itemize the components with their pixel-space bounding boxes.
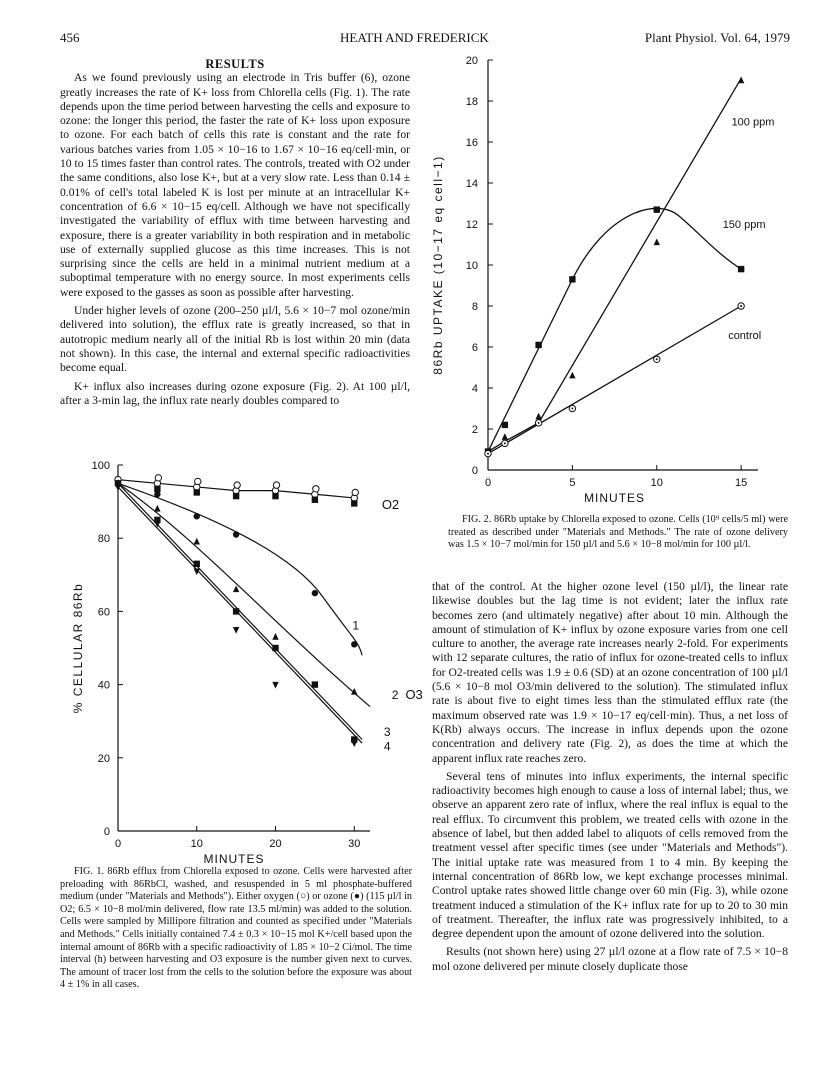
caption-text: FIG. 2. 86Rb uptake by Chlorella exposed to ozone. Cells (10⁹ cells/5 ml) were treated as described under "Materials and Methods." The rate of ozone delivery was 1.5 × 10−7 mol/min for 150 µl/l and 5.6 × 10−8 mol/min for 100 µl/l. [448,514,788,551]
figure-1-chart [60,445,423,866]
data-point [351,500,357,506]
data-point [195,478,201,484]
curve-label: 2 [391,688,399,703]
y-tick-label: 6 [471,342,478,354]
series-line [488,78,741,451]
x-axis-label: MINUTES [584,491,646,505]
paragraph: Under higher levels of ozone (200–250 µl/l, 5.6 × 10−7 mol ozone/min delivered into solution), the efflux rate is greatly increased, so that in autotropic medium nearly all of the initial Rb is lost within 20 min (data not shown). In this case, the internal and external specific radioactivities become equal. [60,304,410,375]
y-tick-label: 0 [103,826,110,838]
data-point [738,77,744,84]
figure-2-caption [448,514,788,552]
x-tick-label: 30 [348,838,361,850]
data-point [194,538,200,545]
data-point [194,489,200,495]
y-tick-label: 18 [465,96,478,108]
authors: HEATH AND FREDERICK [340,30,489,45]
page-number: 456 [60,30,80,45]
series-line [488,208,741,451]
y-tick-label: 14 [465,178,478,190]
y-tick-label: 80 [97,533,110,546]
data-point [654,238,660,245]
curve-label: 1 [352,618,360,633]
data-point [738,303,744,309]
data-point [485,450,491,456]
y-tick-label: 16 [465,137,478,149]
data-point [194,513,200,519]
data-point [312,590,318,596]
y-tick-label: 0 [471,465,478,477]
series-line [118,483,362,655]
y-axis-label: % CELLULAR 86Rb [71,582,85,714]
x-tick-label: 20 [269,838,282,850]
data-point [272,633,278,640]
curve-label: control [728,329,762,342]
x-tick-label: 10 [190,838,203,850]
data-point [351,641,357,647]
y-axis-label: 86Rb UPTAKE (10−17 eq cell−1) [431,155,445,375]
x-axis-label: MINUTES [203,852,265,866]
x-tick-label: 10 [650,477,663,489]
data-point [351,740,357,747]
section-heading: RESULTS [205,57,265,71]
data-point [502,433,508,440]
data-point [502,440,508,446]
data-point [272,493,278,499]
y-tick-label: 10 [465,260,478,272]
left-column [60,57,410,408]
series-line [118,487,362,743]
data-point [233,493,239,499]
data-point [352,489,358,495]
data-point [569,276,575,282]
data-point [233,531,239,537]
group-label-o3: O3 [405,687,423,703]
data-point [502,422,508,428]
data-point [535,420,541,426]
data-point [569,372,575,379]
y-tick-label: 20 [465,55,478,67]
x-tick-label: 15 [735,477,748,489]
y-tick-label: 2 [471,424,478,436]
y-tick-label: 40 [97,679,110,692]
curve-label: 100 ppm [731,116,775,129]
data-point [154,491,160,497]
group-label-o2: O2 [381,496,400,512]
figure-2-chart [420,48,800,508]
data-point [312,497,318,503]
data-point [194,561,200,567]
data-point [234,482,240,488]
paragraph: Results (not shown here) using 27 µl/l ozone at a flow rate of 7.5 × 10−8 mol ozone delivered per minute closely duplicate those [432,945,788,973]
curve-label: 3 [383,724,391,739]
x-tick-label: 5 [569,477,576,489]
x-tick-label: 0 [484,477,492,489]
curve-label: 150 ppm [722,219,766,232]
caption-text: FIG. 1. 86Rb efflux from Chlorella exposed to ozone. Cells were harvested after preloading with 86RbCl, washed, and resuspended in 5 ml phosphate-buffered medium (under "Materials and Methods"). Either oxygen (○) or ozone (●) (115 µl/l in O2; 6.5 × 10−8 mol/min delivered, flow rate 13.5 ml/min) was added to the solution. Cells were sampled by Millipore filtration and counted as specified under "Materials and Methods." Cells initially contained 7.4 ± 0.3 × 10−15 mol K+/cell based upon the internal amount of 86Rb with a specific radioactivity of 1.85 × 10−2 Ci/mol. The time interval (h) between harvesting and O3 exposure is the number given next to curves. The amount of tracer lost from the cells to the solution before the exposure was about 4 ± 1% in all cases. [60,866,412,991]
x-tick-label: 0 [114,838,122,850]
curve-label: 4 [383,739,391,754]
y-tick-label: 100 [91,460,110,472]
series-line [488,306,741,454]
data-point [154,486,160,492]
journal-ref: Plant Physiol. Vol. 64, 1979 [644,30,790,45]
running-header [60,30,790,48]
data-point [654,356,660,362]
data-point [155,475,161,481]
y-tick-label: 12 [465,219,478,231]
y-tick-label: 4 [471,383,478,395]
paragraph: K+ influx also increases during ozone exposure (Fig. 2). At 100 µl/l, after a 3-min lag, the influx rate nearly doubles compared to [60,379,410,407]
paragraph: that of the control. At the higher ozone level (150 µl/l), the linear rate likewise doubles but the lag time is not evident; later the influx rate becomes zero (and ultimately negative) after about 10 min. Although the amount of stimulation of K+ influx by ozone exposure varies from one cell culture to another, the average rate increases nearly 2-fold. For experiments with 12 separate cultures, the ratio of influx for ozone-treated cells to influx for O2-treated cells was 1.9 ± 0.6 (SD) at an ozone concentration of 100 µl/l (5.6 × 10−8 mol O3/min delivered to the solution). The stimulated influx rate is about five to eight times less than the stimulated efflux rate (the maximum observed rate was 1.9 × 10−17 eq/cell·min). Thus, a net loss of K(Rb) always occurs. The increase in influx depends upon the ozone concentration and delivery rate (Fig. 2), as does the time at which the apparent influx rate reaches zero. [432,580,788,765]
data-point [272,682,278,689]
right-column [432,580,788,974]
paragraph: As we found previously using an electrode in Tris buffer (6), ozone greatly increases the rate of K+ loss from Chlorella cells (Fig. 1). The rate depends upon the time period between harvesting the cells and exposure to ozone: the longer this period, the faster the rate of K+ loss upon exposure to ozone. For each batch of cells this rate is constant and the rate for various batches varies from 1.05 × 10−16 to 1.67 × 10−16 eq/cell·min, or 10 to 15 times faster than control rates. The controls, treated with O2 under the same conditions, also lose K+, but at a very slow rate. Less than 0.14 ± 0.01% of cell's total labeled K is lost per minute at an intracellular K+ concentration of 6.6 × 10−15 eq/cell. Although we have not specifically investigated the variability of efflux with time between harvesting and exposure, there is a greater variability in both respiration and in metabolic use of externally supplied glucose as this time increases. This is not surprising since the cells are held in a minimal nutrient medium at a suboptimal temperature with no energy source. In most experiments cells were exposed to the gasses as soon as possible after harvesting. [60,71,410,299]
paragraph: Several tens of minutes into influx experiments, the internal specific radioactivity becomes high enough to cause a loss of internal label; thus, we observe an apparent zero rate of influx, where the real influx is equal to the real efflux. To circumvent this problem, we treated cells with ozone in the absence of label, but then added label to aliquots of cells removed from the treatment vessel after specific times (see under "Materials and Methods"). The initial uptake rate was measured from 1 to 4 min. By keeping the internal concentration of 86Rb low, we kept exchange processes minimal. Control uptake rates showed little change over 60 min (Fig. 3), while ozone treatment induced a stimulation of the K+ influx rate for up to 20 to 30 min of treatment. Thereafter, the influx rate was progressively inhibited, to a degree dependent upon the amount of ozone delivered into the solution. [432,769,788,941]
y-tick-label: 8 [471,301,478,313]
data-point [312,681,318,687]
data-point [154,505,160,512]
data-point [313,486,319,492]
data-point [738,266,744,272]
data-point [535,413,541,420]
data-point [654,206,660,212]
y-tick-label: 60 [97,606,110,619]
figure-1-caption [60,866,412,992]
data-point [569,405,575,411]
y-tick-label: 20 [97,752,110,765]
data-point [535,342,541,348]
data-point [233,627,239,634]
data-point [273,482,279,488]
